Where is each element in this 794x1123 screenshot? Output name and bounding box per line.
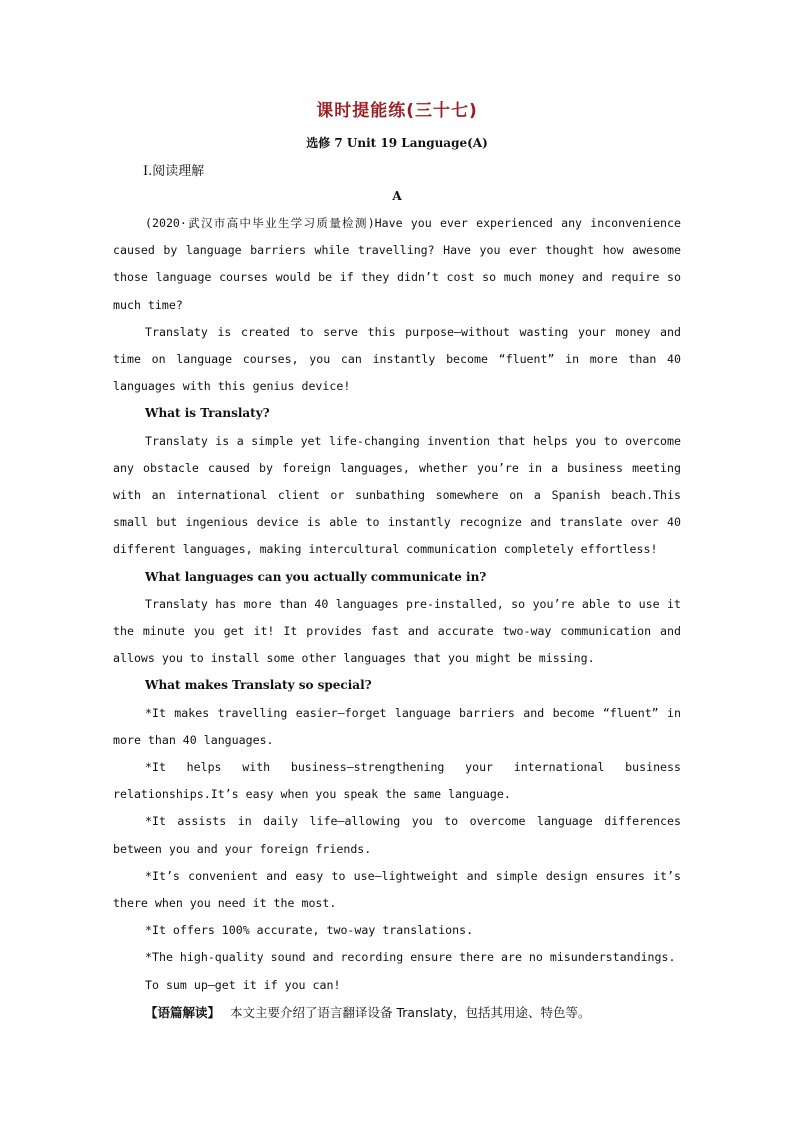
- page-title: 课时提能练(三十七): [316, 101, 478, 121]
- passage-paragraph: Translaty is a simple yet life-changing invention that helps you to overcome any obstacle caused by foreign languages, whether you’re in a business meeting with an international client or sunbathing somewhere on a Spanish beach.This small but ingenious device is able to instantly recognize and translate over 40 different languages, making intercultural communication completely effortless!: [113, 433, 681, 557]
- page-subtitle: 选修 7 Unit 19 Language(A): [306, 136, 488, 150]
- note-text: 本文主要介绍了语言翻译设备 Translaty，包括其用途、特色等。: [230, 1004, 591, 1020]
- passage-paragraph: Translaty has more than 40 languages pre-installed, so you’re able to use it the minute you get it! It provides fast and accurate two-way communication and allows you to install some other languages that you might be missing.: [113, 596, 681, 666]
- bullet-item: *It makes travelling easier—forget language barriers and become “fluent” in more than 40 languages.: [113, 705, 681, 747]
- passage-closing: To sum up—get it if you can!: [145, 977, 341, 992]
- passage-body: [113, 210, 681, 1026]
- section-heading: Ⅰ.阅读理解: [143, 164, 205, 179]
- passage-subheading: What is Translaty?: [145, 406, 270, 421]
- passage-letter: A: [392, 189, 402, 203]
- bullet-item: *It offers 100% accurate, two-way translations.: [145, 923, 474, 938]
- passage-paragraph: Translaty is created to serve this purpose—without wasting your money and time on language courses, you can instantly become “fluent” in more than 40 languages with this genius device!: [113, 324, 681, 394]
- bullet-item: *It helps with business—strengthening your international business relationships.It’s easy when you speak the same language.: [113, 760, 681, 802]
- passage-subheading: What makes Translaty so special?: [145, 678, 372, 693]
- passage-note: [113, 999, 681, 1026]
- bullet-item: *The high-quality sound and recording ensure there are no misunderstandings.: [145, 950, 676, 965]
- passage-intro: (2020·武汉市高中毕业生学习质量检测)Have you ever experienced any inconvenience caused by language barriers while travelling? Have you ever thought how awesome those language courses would be if they didn’t cost so much money and require so much time?: [113, 216, 681, 312]
- bullet-item: *It assists in daily life—allowing you to overcome language differences between you and your foreign friends.: [113, 814, 681, 856]
- passage-subheading: What languages can you actually communicate in?: [145, 569, 487, 584]
- bullet-item: *It’s convenient and easy to use—lightweight and simple design ensures it’s there when you need it the most.: [113, 868, 681, 911]
- note-tag: 【语篇解读】: [145, 1004, 221, 1020]
